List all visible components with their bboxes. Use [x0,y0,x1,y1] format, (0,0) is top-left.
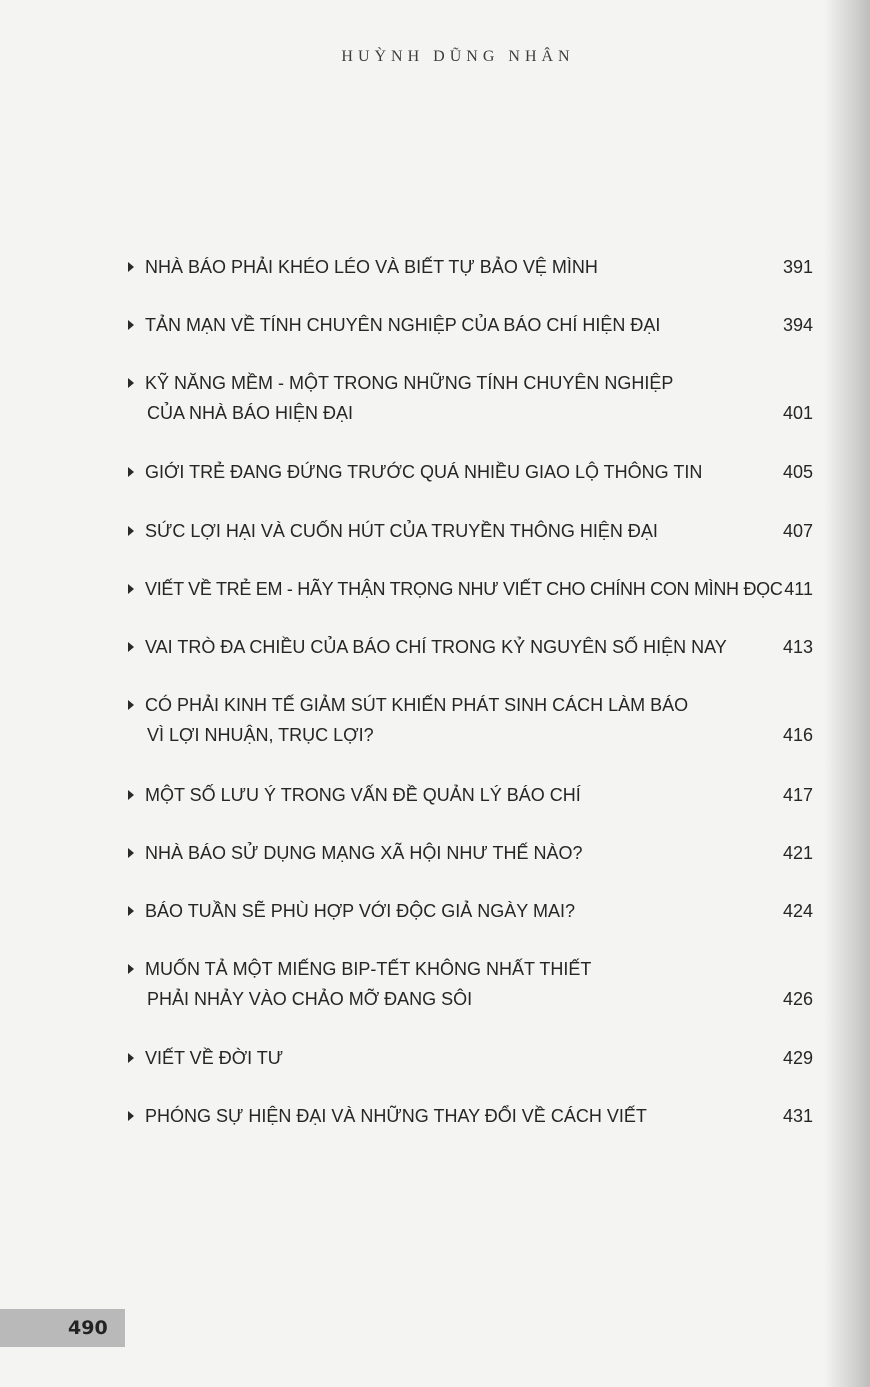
toc-entry-title: MUỐN TẢ MỘT MIẾNG BIP-TẾT KHÔNG NHẤT THIẾT [145,959,592,979]
toc-entry-page: 401 [782,403,813,423]
toc-entry [128,310,813,340]
bullet-icon [128,574,140,604]
toc-entry [128,780,813,810]
page-edge-shadow [824,0,870,1387]
bullet-icon [128,632,140,662]
bullet-icon [128,896,140,926]
toc-entry-title: GIỚI TRẺ ĐANG ĐỨNG TRƯỚC QUÁ NHIỀU GIAO LỘ THÔNG TIN [145,462,703,482]
bullet-icon [128,516,140,546]
toc-entry-title: VIẾT VỀ ĐỜI TƯ [145,1048,284,1068]
toc-entry-title: VIẾT VỀ TRẺ EM - HÃY THẬN TRỌNG NHƯ VIẾT CHO CHÍNH CON MÌNH ĐỌC [145,579,783,599]
toc-entry-page: 429 [782,1048,813,1068]
toc-entry-title-continued: PHẢI NHẢY VÀO CHẢO MỠ ĐANG SÔI [147,989,473,1009]
running-header: HUỲNH DŨNG NHÂN [341,48,575,65]
toc-entry [128,838,813,868]
bullet-icon [128,690,140,720]
toc-entry-page: 411 [784,579,813,599]
toc-entry [128,368,813,428]
toc-entry [128,896,813,926]
page-number-tab [0,1309,125,1347]
bullet-icon [128,1043,140,1073]
toc-entry-title: VAI TRÒ ĐA CHIỀU CỦA BÁO CHÍ TRONG KỶ NGUYÊN SỐ HIỆN NAY [145,637,727,657]
toc-entry-page: 391 [782,257,813,277]
toc-entry-title: PHÓNG SỰ HIỆN ĐẠI VÀ NHỮNG THAY ĐỔI VỀ CÁCH VIẾT [145,1106,647,1126]
bullet-icon [128,780,140,810]
toc-entry-title: KỸ NĂNG MỀM - MỘT TRONG NHỮNG TÍNH CHUYÊN NGHIỆP [145,373,674,393]
toc-entry [128,690,813,750]
toc-entry-page: 405 [782,462,813,482]
toc-entry-title: NHÀ BÁO PHẢI KHÉO LÉO VÀ BIẾT TỰ BẢO VỆ MÌNH [145,257,598,277]
bullet-icon [128,252,140,282]
toc-entry-page: 421 [782,843,813,863]
toc-entry-page: 424 [782,901,813,921]
toc-entry-page: 416 [782,725,813,745]
toc-entry-page: 413 [782,637,813,657]
bullet-icon [128,1101,140,1131]
bullet-icon [128,838,140,868]
toc-entry-title: CÓ PHẢI KINH TẾ GIẢM SÚT KHIẾN PHÁT SINH CÁCH LÀM BÁO [145,695,689,715]
bullet-icon [128,457,140,487]
toc-entry [128,252,813,282]
toc-entry [128,1043,813,1073]
toc-entry-title: TẢN MẠN VỀ TÍNH CHUYÊN NGHIỆP CỦA BÁO CHÍ HIỆN ĐẠI [145,315,661,335]
toc-entry-page: 394 [782,315,813,335]
toc-entry-title: MỘT SỐ LƯU Ý TRONG VẤN ĐỀ QUẢN LÝ BÁO CHÍ [145,785,581,805]
bullet-icon [128,310,140,340]
toc-entry-page: 417 [782,785,813,805]
bullet-icon [128,368,140,398]
toc-entry-title-continued: VÌ LỢI NHUẬN, TRỤC LỢI? [147,725,374,745]
toc-entry [128,632,813,662]
toc-entry [128,516,813,546]
toc-entry-title-continued: CỦA NHÀ BÁO HIỆN ĐẠI [147,403,354,423]
bullet-icon [128,954,140,984]
page-number: 490 [68,1317,108,1339]
toc-entry-title: NHÀ BÁO SỬ DỤNG MẠNG XÃ HỘI NHƯ THẾ NÀO? [145,843,583,863]
toc-entry-title: SỨC LỢI HẠI VÀ CUỐN HÚT CỦA TRUYỀN THÔNG HIỆN ĐẠI [145,521,658,541]
toc-entry [128,954,813,1014]
toc-entry-page: 407 [782,521,813,541]
toc-entry [128,457,813,487]
toc-entry-page: 426 [782,989,813,1009]
toc-entry [128,574,813,604]
toc-entry-title: BÁO TUẦN SẼ PHÙ HỢP VỚI ĐỘC GIẢ NGÀY MAI? [145,901,575,921]
toc-entry [128,1101,813,1131]
toc-entry-page: 431 [782,1106,813,1126]
